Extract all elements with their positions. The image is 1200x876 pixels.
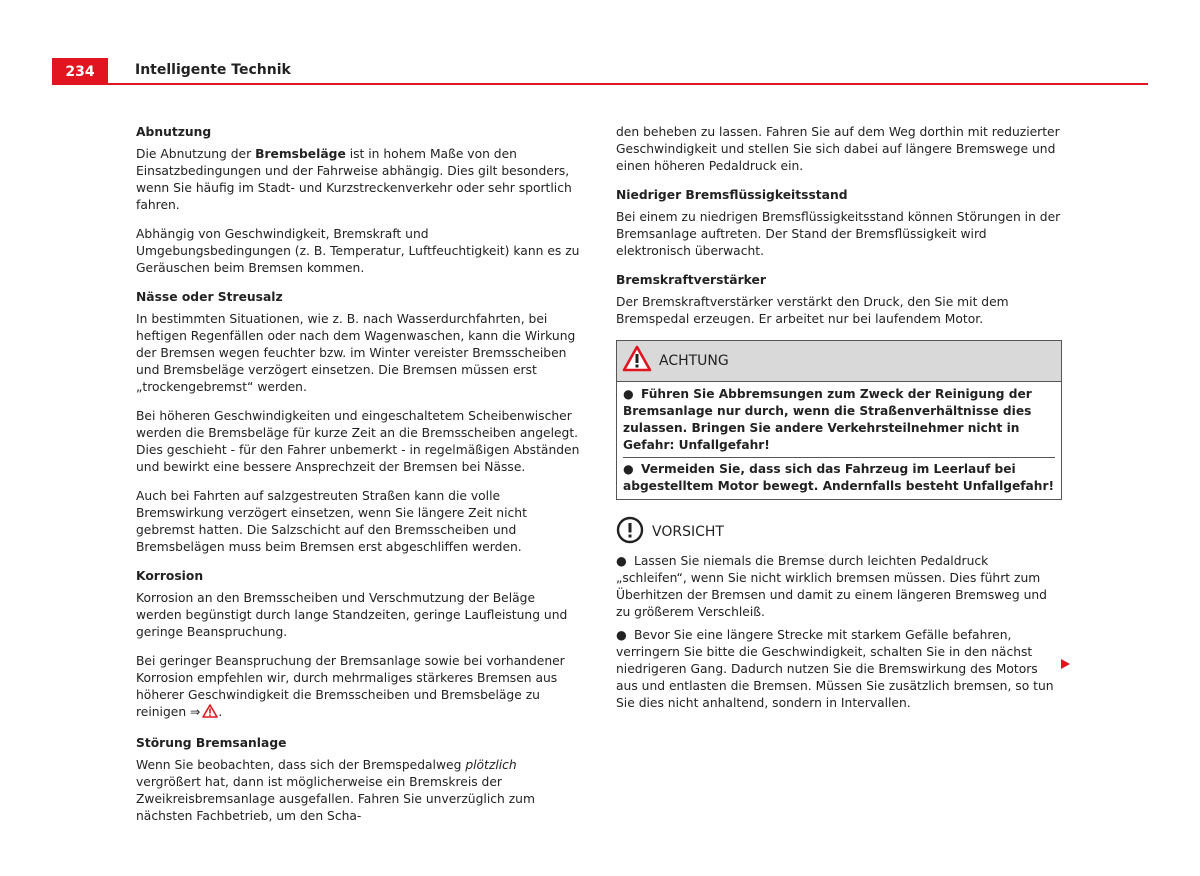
achtung-title: ACHTUNG bbox=[659, 352, 729, 369]
bullet: ● bbox=[616, 628, 627, 642]
achtung-item-2 bbox=[623, 457, 1055, 496]
paragraph-abnutzung-1 bbox=[136, 146, 584, 214]
left-column bbox=[136, 124, 584, 837]
text-span: ist in hohem Maße von den Einsatzbedingungen und der Fahrweise abhängig. Dies gilt besonders, wenn Sie häufig im Stadt- und Kurzstreckenverkehr oder sehr sportlich fahren. bbox=[136, 147, 572, 212]
next-page-arrow-icon[interactable] bbox=[1061, 659, 1070, 669]
paragraph-abnutzung-2: Abhängig von Geschwindigkeit, Bremskraft und Umgebungsbedingungen (z. B. Temperatur, Luftfeuchtigkeit) kann es zu Geräuschen beim Bremsen kommen. bbox=[136, 227, 580, 275]
text-span: . bbox=[218, 705, 223, 719]
vorsicht-item-1 bbox=[616, 553, 1062, 621]
warning-triangle-icon[interactable] bbox=[202, 704, 218, 723]
vorsicht-item-text: Lassen Sie niemals die Bremse durch leichten Pedaldruck „schleifen“, wenn Sie nicht wirklich bremsen müssen. Dies führt zum Überhitzen der Bremsen und damit zu einem längeren Bremsweg und zu größerem Verschleiß. bbox=[616, 554, 1047, 619]
paragraph-naesse-1: In bestimmten Situationen, wie z. B. nach Wasserdurchfahrten, bei heftigen Regenfällen oder nach dem Wagenwaschen, kann die Wirkung der Bremsen wegen feuchter bzw. im Winter vereister Bremsscheiben und Bremsbeläge verzögert einsetzen. Die Bremsen müssen erst „trockengebremst“ werden. bbox=[136, 312, 576, 394]
section-heading-korrosion: Korrosion bbox=[136, 569, 204, 583]
paragraph-stoerung-1 bbox=[136, 757, 584, 825]
achtung-header bbox=[617, 341, 1061, 382]
italic-term: plötzlich bbox=[465, 758, 517, 772]
achtung-item-text: Vermeiden Sie, dass sich das Fahrzeug im Leerlauf bei abgestelltem Motor bewegt. Andernfalls besteht Unfallgefahr! bbox=[623, 462, 1055, 493]
vorsicht-item-text: Bevor Sie eine längere Strecke mit starkem Gefälle befahren, verringern Sie bitte die Geschwindigkeit, schalten Sie in den nächst niedrigeren Gang. Dadurch nutzen Sie die Bremswirkung des Motors aus und entlasten die Bremsen. Müssen Sie zusätzlich bremsen, so tun Sie dies nicht anhaltend, sondern in Intervallen. bbox=[616, 628, 1054, 710]
vorsicht-title: VORSICHT bbox=[652, 524, 724, 540]
paragraph-verstaerker-1: Der Bremskraftverstärker verstärkt den Druck, den Sie mit dem Bremspedal erzeugen. Er arbeitet nur bei laufendem Motor. bbox=[616, 295, 1009, 326]
paragraph-niedriger-1: Bei einem zu niedrigen Bremsflüssigkeitsstand können Störungen in der Bremsanlage auftreten. Der Stand der Bremsflüssigkeit wird elektronisch überwacht. bbox=[616, 210, 1061, 258]
bold-term: Bremsbeläge bbox=[255, 147, 346, 161]
bullet: ● bbox=[616, 554, 627, 568]
page-number: 234 bbox=[52, 58, 108, 84]
paragraph-korrosion-1: Korrosion an den Bremsscheiben und Verschmutzung der Beläge werden begünstigt durch lange Standzeiten, geringe Laufleistung und geringe Beanspruchung. bbox=[136, 591, 568, 639]
section-heading-niedriger: Niedriger Bremsflüssigkeitsstand bbox=[616, 188, 848, 202]
header-rule bbox=[52, 83, 1148, 85]
paragraph-continuation: den beheben zu lassen. Fahren Sie auf dem Weg dorthin mit reduzierter Geschwindigkeit und stellen Sie sich dabei auf längere Bremswege und einen höheren Pedaldruck ein. bbox=[616, 125, 1060, 173]
section-heading-verstaerker: Bremskraftverstärker bbox=[616, 273, 766, 287]
bullet: ● bbox=[623, 462, 634, 476]
section-heading-abnutzung: Abnutzung bbox=[136, 125, 212, 139]
achtung-body bbox=[617, 382, 1061, 499]
vorsicht-body bbox=[616, 553, 1062, 712]
bullet: ● bbox=[623, 387, 634, 401]
text-span: Wenn Sie beobachten, dass sich der Bremspedalweg bbox=[136, 758, 466, 772]
achtung-item-1 bbox=[623, 385, 1055, 455]
text-span: Die Abnutzung der bbox=[136, 147, 256, 161]
section-heading-naesse: Nässe oder Streusalz bbox=[136, 290, 283, 304]
text-span: vergrößert hat, dann ist möglicherweise ein Bremskreis der Zweikreisbremsanlage ausgefallen. Fahren Sie unverzüglich zum nächsten Fachbetrieb, um den Scha- bbox=[136, 775, 535, 823]
text-span: Bei geringer Beanspruchung der Bremsanlage sowie bei vorhandener Korrosion empfehlen wir, durch mehrmaliges stärkeres Bremsen aus höherer Geschwindigkeit die Bremsscheiben und Bremsbeläge zu reinigen ⇒ bbox=[136, 654, 565, 719]
paragraph-naesse-2: Bei höheren Geschwindigkeiten und eingeschaltetem Scheibenwischer werden die Bremsbeläge für kurze Zeit an die Bremsscheiben angelegt. Dies geschieht - für den Fahrer unbemerkt - in regelmäßigen Abständen und bewirkt eine bessere Ansprechzeit der Bremsen bei Nässe. bbox=[136, 409, 580, 474]
vorsicht-item-2 bbox=[616, 627, 1062, 712]
paragraph-naesse-3: Auch bei Fahrten auf salzgestreuten Straßen kann die volle Bremswirkung verzögert einsetzen, wenn Sie längere Zeit nicht gebremst hatten. Die Salzschicht auf den Bremsscheiben und Bremsbelägen muss beim Bremsen erst abgeschliffen werden. bbox=[136, 489, 527, 554]
warning-triangle-icon bbox=[622, 345, 652, 377]
section-heading-stoerung: Störung Bremsanlage bbox=[136, 736, 287, 750]
vorsicht-header bbox=[616, 516, 1062, 549]
right-column bbox=[616, 124, 1062, 718]
achtung-warning-box bbox=[616, 340, 1062, 500]
exclamation-circle-icon bbox=[616, 516, 644, 549]
paragraph-korrosion-2 bbox=[136, 653, 584, 723]
achtung-item-text: Führen Sie Abbremsungen zum Zweck der Reinigung der Bremsanlage nur durch, wenn die Straßenverhältnisse dies zulassen. Bringen Sie andere Verkehrsteilnehmer nicht in Gefahr: Unfallgefahr! bbox=[623, 387, 1032, 452]
page-header-title: Intelligente Technik bbox=[135, 62, 291, 78]
